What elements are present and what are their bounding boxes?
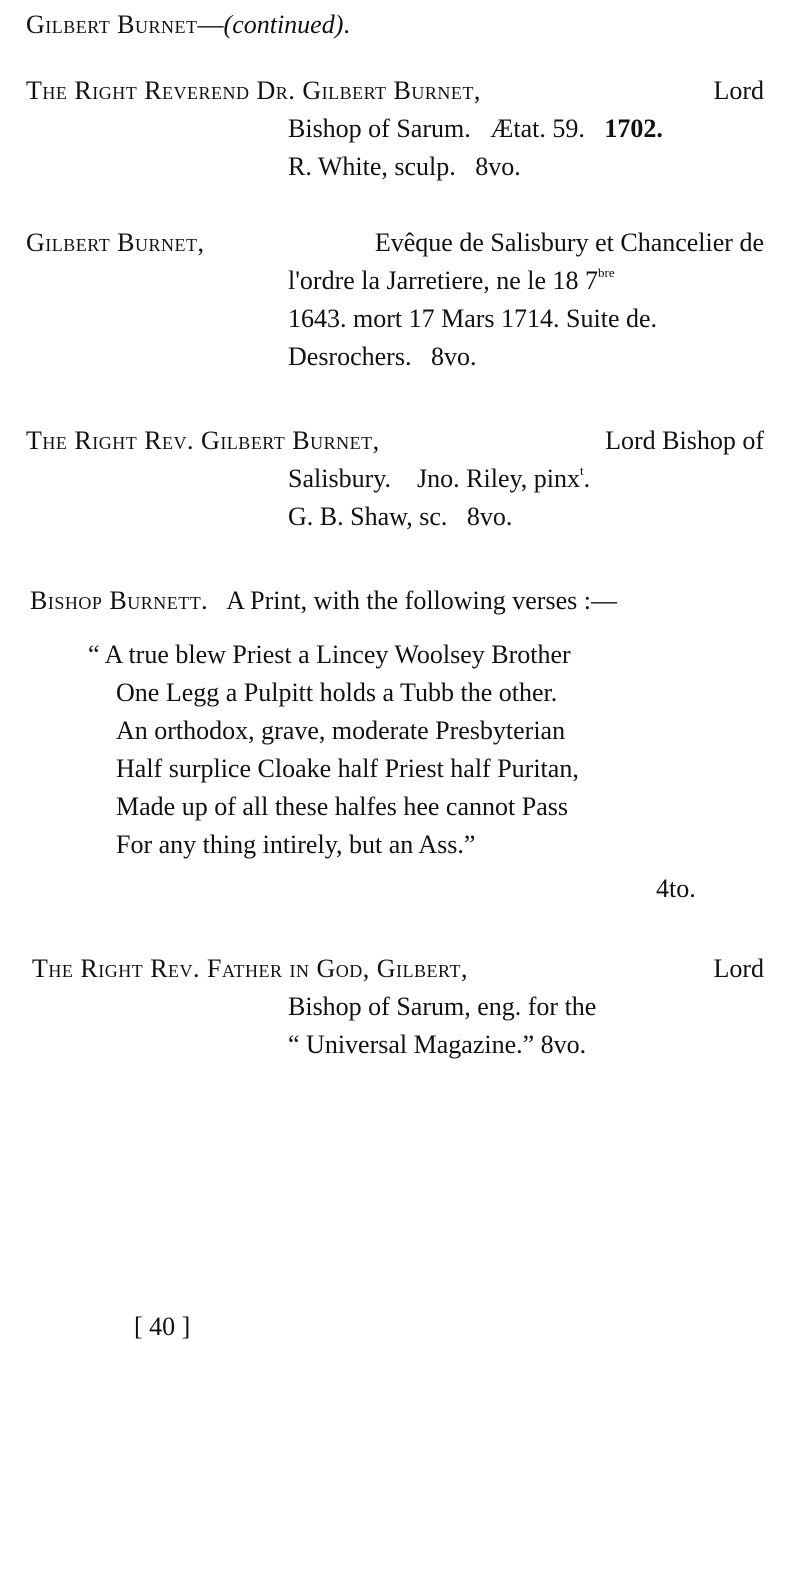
entry-description-line	[26, 300, 764, 338]
verse-format: 4to.	[656, 874, 696, 903]
verse-line: Made up of all these halfes hee cannot Pass	[116, 792, 568, 821]
entry-description-line	[26, 262, 764, 300]
running-head-end: .	[343, 10, 350, 39]
entry-description-line	[26, 110, 764, 148]
verse-line: An orthodox, grave, moderate Presbyterian	[116, 716, 566, 745]
verse-line: Half surplice Cloake half Priest half Puritan,	[116, 754, 579, 783]
entry-title-continuation: A Print, with the following verses :—	[226, 586, 617, 615]
entry-engraver: Desrochers.	[288, 342, 412, 371]
catalogue-entry	[26, 224, 764, 376]
catalogue-entry	[32, 950, 764, 1064]
entry-text: Bishop of Sarum.	[288, 114, 471, 143]
entry-format: 8vo.	[475, 152, 521, 181]
entry-superscript: bre	[598, 265, 615, 280]
entry-title: The Right Rev. Gilbert Burnet,	[26, 426, 380, 455]
entry-format: 8vo.	[430, 342, 477, 371]
running-head-continued: (continued)	[223, 10, 344, 39]
entry-text: Bishop of Sarum, eng. for the	[288, 992, 597, 1021]
entry-age: Ætat. 59.	[490, 114, 585, 143]
entry-text: l'ordre la Jarretiere, ne le 18 7	[288, 266, 599, 295]
entry-engraver: G. B. Shaw, sc.	[288, 502, 448, 531]
entry-text: Salisbury.	[288, 464, 392, 493]
entry-format: 8vo.	[466, 502, 513, 531]
entry-engraver-line	[26, 498, 764, 536]
entry-engraver-line	[26, 148, 764, 186]
entry-heading-line	[32, 950, 764, 988]
entry-heading-line	[26, 224, 764, 262]
entry-title: Bishop Burnett.	[30, 586, 209, 615]
catalogue-entry	[26, 72, 764, 186]
entry-title-continuation: Lord	[713, 76, 764, 105]
entry-engraver-line	[26, 338, 764, 376]
entry-text: “ Universal Magazine.” 8vo.	[288, 1030, 587, 1059]
entry-description-line	[32, 988, 764, 1026]
entry-title-continuation: Lord	[713, 954, 764, 983]
entry-engraver: R. White, sculp.	[288, 152, 456, 181]
entry-title: The Right Reverend Dr. Gilbert Burnet,	[26, 76, 481, 105]
verse-line: One Legg a Pulpitt holds a Tubb the other.	[116, 678, 558, 707]
entry-description-line	[32, 1026, 764, 1064]
verse-line: For any thing intirely, but an Ass.”	[116, 830, 476, 859]
entry-painter: Jno. Riley, pinx	[417, 464, 581, 493]
verse-block	[88, 636, 738, 864]
catalogue-entry	[30, 582, 764, 620]
verse-line: “ A true blew Priest a Lincey Woolsey Brother	[88, 640, 571, 669]
entry-year: 1702.	[604, 114, 663, 143]
entry-title: The Right Rev. Father in God, Gilbert,	[32, 954, 468, 983]
entry-superscript: t	[580, 463, 584, 478]
entry-title-continuation: Evêque de Salisbury et Chancelier de	[374, 228, 764, 257]
entry-heading-line	[30, 582, 764, 620]
running-head-dash: —	[197, 10, 224, 39]
entry-text: 1643. mort 17 Mars 1714. Suite de.	[288, 304, 658, 333]
running-head-name: Gilbert Burnet	[26, 10, 198, 39]
entry-description-line	[26, 460, 764, 498]
entry-title: Gilbert Burnet,	[26, 228, 205, 257]
page-number: [ 40 ]	[134, 1312, 191, 1341]
catalogue-entry	[26, 422, 764, 536]
running-head	[26, 10, 350, 40]
entry-punctuation: .	[583, 464, 591, 493]
entry-heading-line	[26, 72, 764, 110]
entry-heading-line	[26, 422, 764, 460]
entry-title-continuation: Lord Bishop of	[605, 426, 764, 455]
